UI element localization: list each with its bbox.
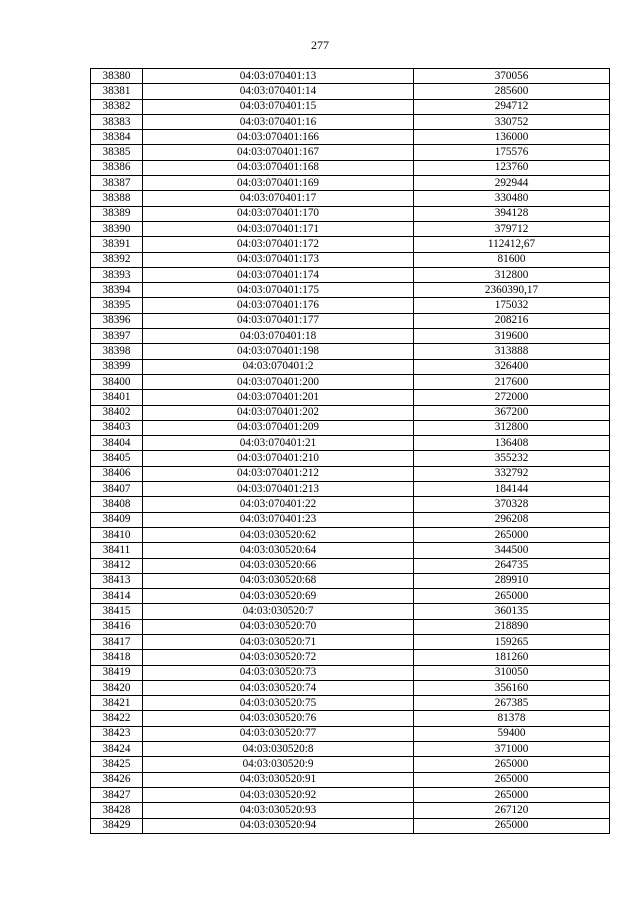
cadastral-value-cell: 264735 [414,558,610,573]
cadastral-number-cell: 04:03:030520:77 [143,726,414,741]
table-row [91,772,610,787]
table-row [91,665,610,680]
table-row [91,206,610,221]
row-number-cell: 38423 [91,726,143,741]
table-row [91,298,610,313]
cadastral-value-cell: 310050 [414,665,610,680]
cadastral-number-cell: 04:03:070401:210 [143,451,414,466]
row-number-cell: 38392 [91,252,143,267]
row-number-cell: 38418 [91,650,143,665]
row-number-cell: 38416 [91,619,143,634]
cadastral-number-cell: 04:03:070401:202 [143,405,414,420]
table-row [91,69,610,84]
table-row [91,543,610,558]
cadastral-value-cell: 289910 [414,573,610,588]
cadastral-value-cell: 272000 [414,390,610,405]
row-number-cell: 38396 [91,313,143,328]
cadastral-number-cell: 04:03:030520:75 [143,696,414,711]
cadastral-number-cell: 04:03:030520:66 [143,558,414,573]
row-number-cell: 38408 [91,497,143,512]
table-row [91,359,610,374]
row-number-cell: 38391 [91,237,143,252]
table-row [91,313,610,328]
row-number-cell: 38380 [91,69,143,84]
cadastral-number-cell: 04:03:030520:68 [143,573,414,588]
table-row [91,221,610,236]
row-number-cell: 38409 [91,512,143,527]
table-row [91,374,610,389]
table-row [91,145,610,160]
table-row [91,329,610,344]
cadastral-number-cell: 04:03:070401:166 [143,130,414,145]
row-number-cell: 38407 [91,482,143,497]
table-row [91,252,610,267]
cadastral-number-cell: 04:03:070401:171 [143,221,414,236]
cadastral-number-cell: 04:03:070401:169 [143,176,414,191]
table-row [91,191,610,206]
cadastral-number-cell: 04:03:070401:168 [143,160,414,175]
cadastral-value-cell: 379712 [414,221,610,236]
cadastral-number-cell: 04:03:030520:69 [143,589,414,604]
cadastral-value-cell: 265000 [414,527,610,542]
table-row [91,742,610,757]
cadastral-number-cell: 04:03:030520:62 [143,527,414,542]
table-row [91,420,610,435]
row-number-cell: 38417 [91,634,143,649]
table-row [91,114,610,129]
cadastral-number-cell: 04:03:070401:16 [143,114,414,129]
table-row [91,818,610,833]
row-number-cell: 38390 [91,221,143,236]
table-row [91,650,610,665]
cadastral-value-cell: 112412,67 [414,237,610,252]
table-row [91,176,610,191]
cadastral-value-cell: 356160 [414,680,610,695]
cadastral-value-cell: 265000 [414,772,610,787]
row-number-cell: 38429 [91,818,143,833]
cadastral-value-cell: 181260 [414,650,610,665]
row-number-cell: 38426 [91,772,143,787]
cadastral-number-cell: 04:03:070401:176 [143,298,414,313]
table-row [91,344,610,359]
cadastral-value-cell: 319600 [414,329,610,344]
cadastral-value-cell: 330752 [414,114,610,129]
row-number-cell: 38388 [91,191,143,206]
table-row [91,696,610,711]
cadastral-value-cell: 136000 [414,130,610,145]
table-body [91,69,610,834]
cadastral-value-cell: 312800 [414,420,610,435]
table-row [91,405,610,420]
row-number-cell: 38406 [91,466,143,481]
cadastral-value-cell: 367200 [414,405,610,420]
cadastral-value-cell: 313888 [414,344,610,359]
row-number-cell: 38395 [91,298,143,313]
cadastral-number-cell: 04:03:070401:173 [143,252,414,267]
table-row [91,787,610,802]
cadastral-number-cell: 04:03:030520:91 [143,772,414,787]
row-number-cell: 38384 [91,130,143,145]
row-number-cell: 38399 [91,359,143,374]
row-number-cell: 38383 [91,114,143,129]
table-row [91,711,610,726]
row-number-cell: 38394 [91,283,143,298]
cadastral-value-cell: 184144 [414,482,610,497]
cadastral-value-cell: 81600 [414,252,610,267]
cadastral-value-cell: 59400 [414,726,610,741]
row-number-cell: 38389 [91,206,143,221]
cadastral-number-cell: 04:03:070401:209 [143,420,414,435]
cadastral-number-cell: 04:03:070401:170 [143,206,414,221]
cadastral-number-cell: 04:03:070401:213 [143,482,414,497]
table-row [91,512,610,527]
cadastral-number-cell: 04:03:070401:22 [143,497,414,512]
table-row [91,527,610,542]
cadastral-number-cell: 04:03:070401:23 [143,512,414,527]
cadastral-value-cell: 81378 [414,711,610,726]
row-number-cell: 38403 [91,420,143,435]
cadastral-value-cell: 218890 [414,619,610,634]
table-row [91,497,610,512]
cadastral-value-cell: 267385 [414,696,610,711]
cadastral-value-cell: 326400 [414,359,610,374]
cadastral-number-cell: 04:03:070401:167 [143,145,414,160]
row-number-cell: 38421 [91,696,143,711]
row-number-cell: 38398 [91,344,143,359]
table-row [91,573,610,588]
cadastral-number-cell: 04:03:070401:14 [143,84,414,99]
row-number-cell: 38381 [91,84,143,99]
table-row [91,634,610,649]
cadastral-number-cell: 04:03:030520:74 [143,680,414,695]
row-number-cell: 38400 [91,374,143,389]
row-number-cell: 38415 [91,604,143,619]
cadastral-number-cell: 04:03:030520:76 [143,711,414,726]
cadastral-value-cell: 394128 [414,206,610,221]
table-row [91,390,610,405]
row-number-cell: 38401 [91,390,143,405]
row-number-cell: 38422 [91,711,143,726]
page-number: 277 [311,38,329,52]
cadastral-value-cell: 208216 [414,313,610,328]
cadastral-number-cell: 04:03:070401:13 [143,69,414,84]
cadastral-value-cell: 159265 [414,634,610,649]
cadastral-number-cell: 04:03:030520:93 [143,803,414,818]
table-row [91,267,610,282]
table-row [91,84,610,99]
cadastral-number-cell: 04:03:070401:212 [143,466,414,481]
table-row [91,589,610,604]
cadastral-value-cell: 285600 [414,84,610,99]
row-number-cell: 38414 [91,589,143,604]
cadastral-value-cell: 2360390,17 [414,283,610,298]
cadastral-number-cell: 04:03:070401:21 [143,436,414,451]
row-number-cell: 38404 [91,436,143,451]
row-number-cell: 38420 [91,680,143,695]
cadastral-number-cell: 04:03:030520:9 [143,757,414,772]
cadastral-number-cell: 04:03:030520:70 [143,619,414,634]
cadastral-value-cell: 370056 [414,69,610,84]
table-row [91,726,610,741]
row-number-cell: 38413 [91,573,143,588]
row-number-cell: 38405 [91,451,143,466]
row-number-cell: 38402 [91,405,143,420]
row-number-cell: 38393 [91,267,143,282]
table-row [91,99,610,114]
row-number-cell: 38411 [91,543,143,558]
cadastral-value-cell: 265000 [414,757,610,772]
cadastral-value-cell: 265000 [414,787,610,802]
cadastral-value-table [90,68,610,834]
cadastral-value-cell: 355232 [414,451,610,466]
cadastral-number-cell: 04:03:070401:18 [143,329,414,344]
cadastral-value-cell: 294712 [414,99,610,114]
table-row [91,604,610,619]
cadastral-value-cell: 332792 [414,466,610,481]
row-number-cell: 38412 [91,558,143,573]
row-number-cell: 38419 [91,665,143,680]
row-number-cell: 38410 [91,527,143,542]
cadastral-number-cell: 04:03:070401:172 [143,237,414,252]
table-row [91,160,610,175]
table-row [91,283,610,298]
cadastral-number-cell: 04:03:030520:7 [143,604,414,619]
cadastral-value-cell: 267120 [414,803,610,818]
table-row [91,130,610,145]
cadastral-value-cell: 296208 [414,512,610,527]
table-row [91,757,610,772]
cadastral-number-cell: 04:03:030520:64 [143,543,414,558]
row-number-cell: 38424 [91,742,143,757]
cadastral-number-cell: 04:03:070401:198 [143,344,414,359]
cadastral-value-cell: 175032 [414,298,610,313]
cadastral-number-cell: 04:03:070401:201 [143,390,414,405]
cadastral-value-cell: 344500 [414,543,610,558]
cadastral-number-cell: 04:03:070401:15 [143,99,414,114]
cadastral-value-cell: 175576 [414,145,610,160]
cadastral-number-cell: 04:03:070401:200 [143,374,414,389]
cadastral-number-cell: 04:03:030520:94 [143,818,414,833]
row-number-cell: 38427 [91,787,143,802]
row-number-cell: 38425 [91,757,143,772]
row-number-cell: 38386 [91,160,143,175]
row-number-cell: 38387 [91,176,143,191]
cadastral-value-cell: 371000 [414,742,610,757]
table-row [91,237,610,252]
cadastral-value-cell: 217600 [414,374,610,389]
cadastral-value-cell: 136408 [414,436,610,451]
cadastral-value-cell: 265000 [414,589,610,604]
table-row [91,451,610,466]
table-row [91,436,610,451]
table-row [91,482,610,497]
cadastral-number-cell: 04:03:030520:71 [143,634,414,649]
table-row [91,680,610,695]
cadastral-number-cell: 04:03:030520:72 [143,650,414,665]
row-number-cell: 38385 [91,145,143,160]
cadastral-number-cell: 04:03:070401:2 [143,359,414,374]
cadastral-number-cell: 04:03:030520:92 [143,787,414,802]
cadastral-value-cell: 265000 [414,818,610,833]
row-number-cell: 38382 [91,99,143,114]
cadastral-number-cell: 04:03:070401:175 [143,283,414,298]
cadastral-value-cell: 292944 [414,176,610,191]
cadastral-number-cell: 04:03:070401:17 [143,191,414,206]
table-row [91,619,610,634]
cadastral-value-cell: 330480 [414,191,610,206]
table-row [91,558,610,573]
cadastral-number-cell: 04:03:070401:174 [143,267,414,282]
cadastral-value-cell: 312800 [414,267,610,282]
cadastral-value-cell: 123760 [414,160,610,175]
cadastral-number-cell: 04:03:070401:177 [143,313,414,328]
row-number-cell: 38397 [91,329,143,344]
table-row [91,803,610,818]
cadastral-value-cell: 360135 [414,604,610,619]
table-row [91,466,610,481]
cadastral-number-cell: 04:03:030520:8 [143,742,414,757]
cadastral-number-cell: 04:03:030520:73 [143,665,414,680]
row-number-cell: 38428 [91,803,143,818]
cadastral-value-cell: 370328 [414,497,610,512]
